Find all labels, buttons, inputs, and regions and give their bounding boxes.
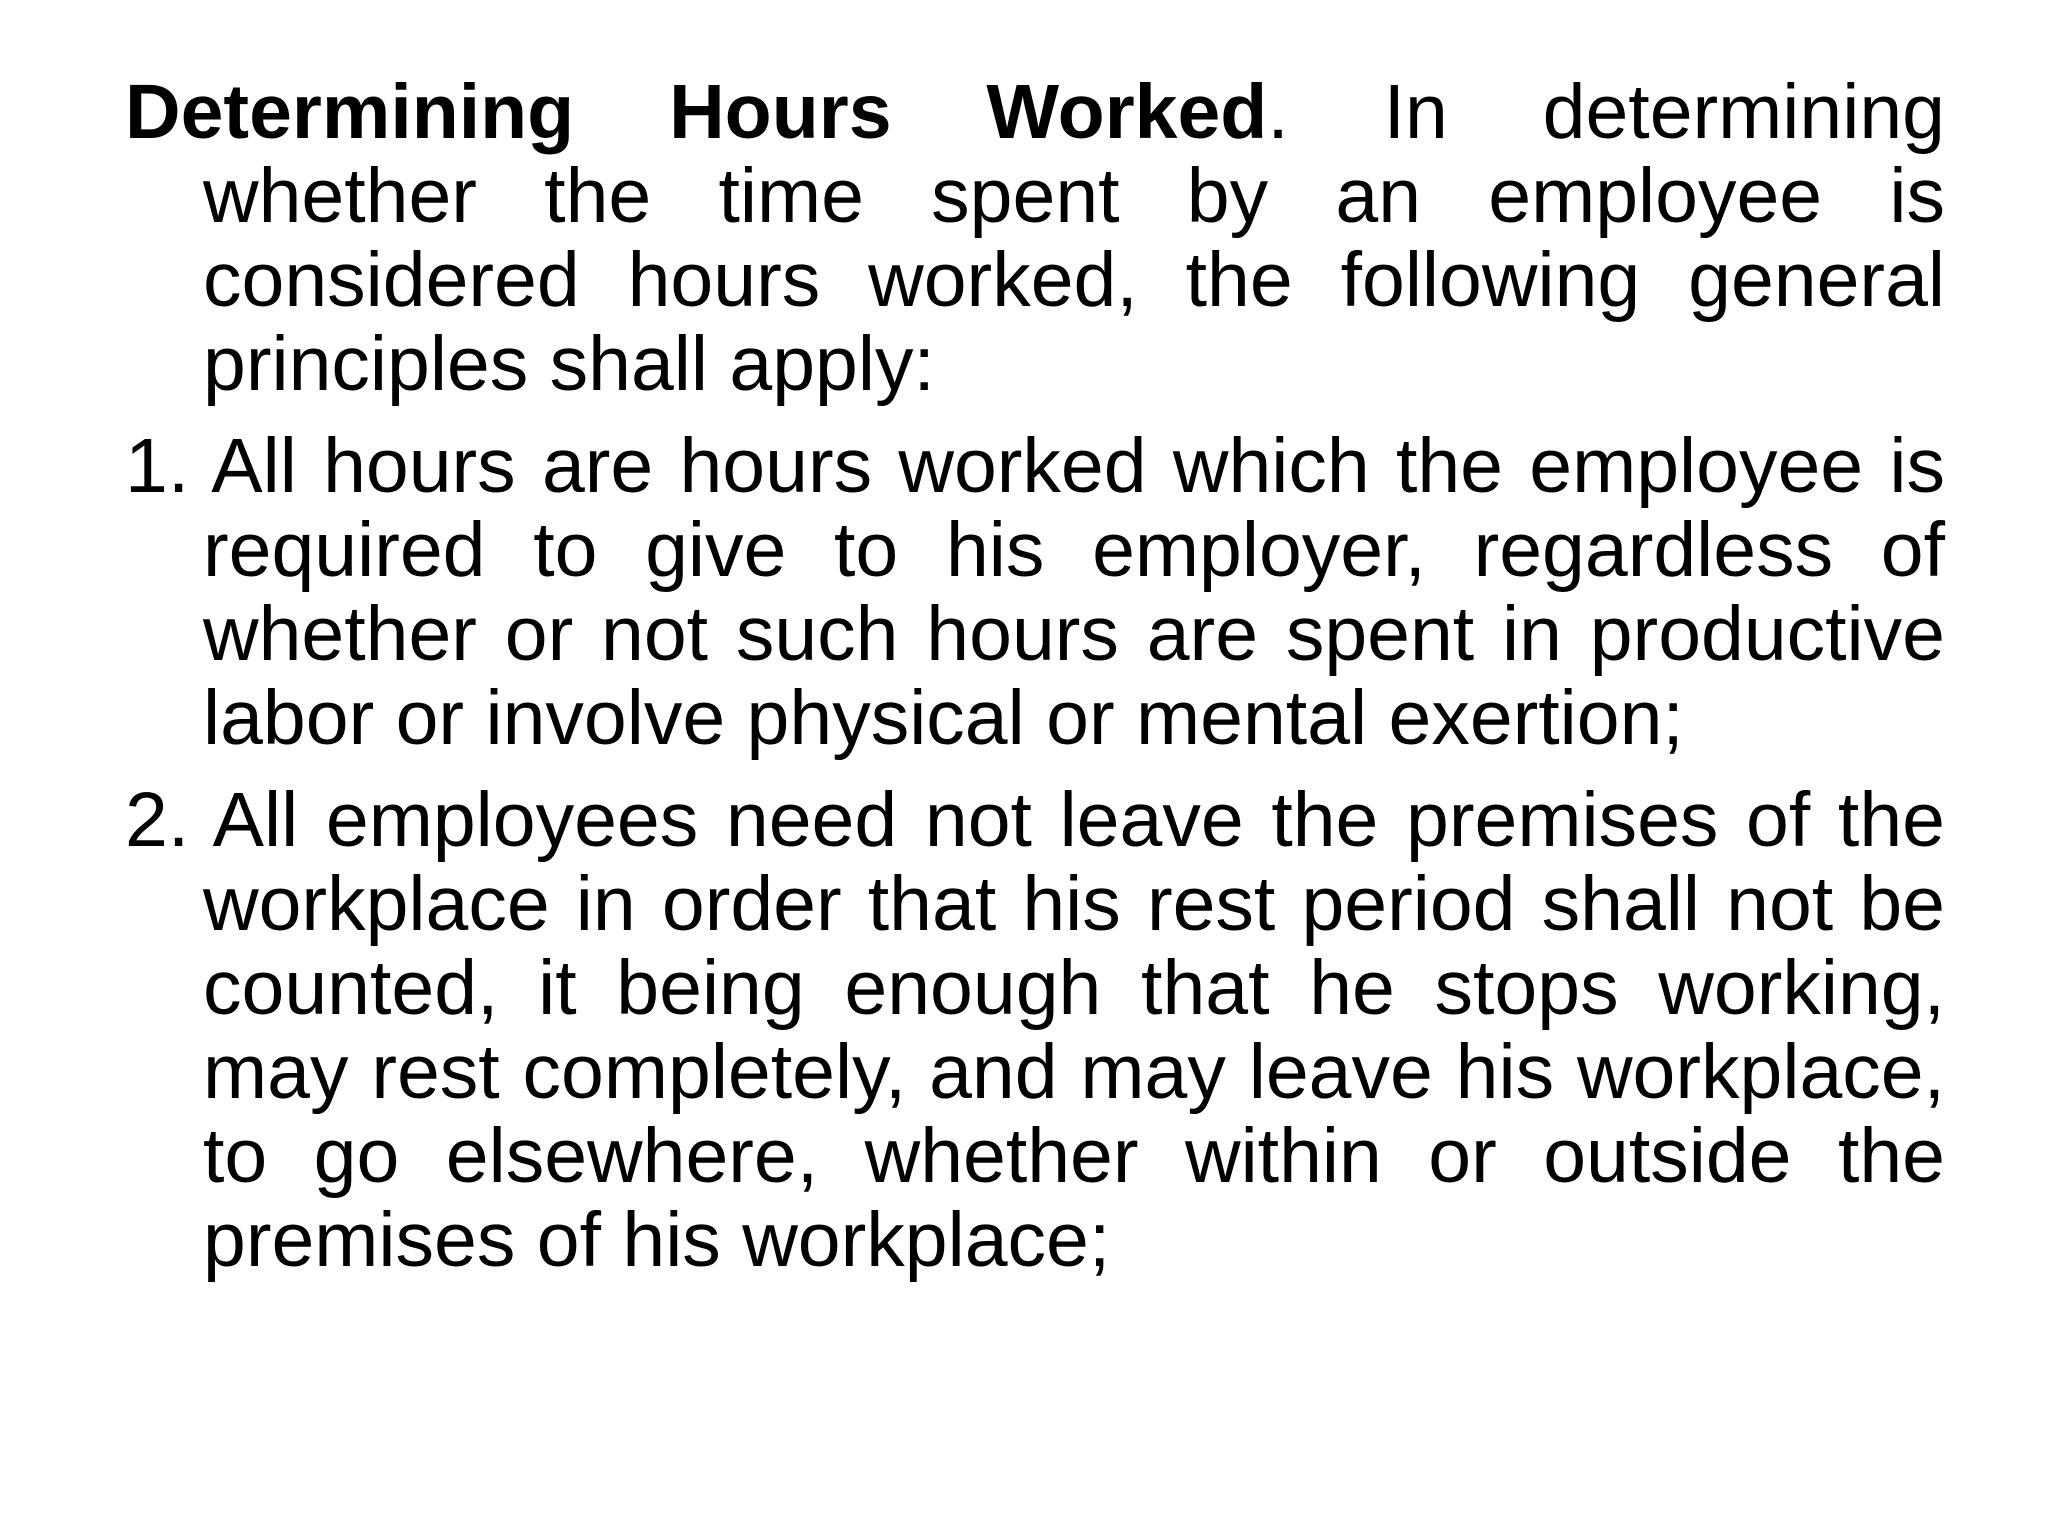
list-item-number: 2. [125,777,213,863]
intro-paragraph [125,70,1945,406]
list-item-text: All hours are hours worked which the employee is required to give to his employer, regardless of whether or not such hours are spent in productive labor or involve physical or mental exertion; [203,423,1945,761]
list-item [125,424,1945,760]
section-heading: Determining Hours Worked [125,69,1268,155]
list-item-text: All employees need not leave the premises of the workplace in order that his rest period shall not be counted, it being enough that he stops working, may rest completely, and may leave his workplace, to go elsewhere, whether within or outside the premises of his workplace; [203,777,1945,1283]
list-item [125,778,1945,1282]
list-item-number: 1. [125,423,212,509]
heading-period: . [1267,69,1289,155]
intro-text: In determining whether the time spent by an employee is considered hours worked, the following general principles shall apply: [203,69,1945,407]
slide-content [125,70,1945,1300]
